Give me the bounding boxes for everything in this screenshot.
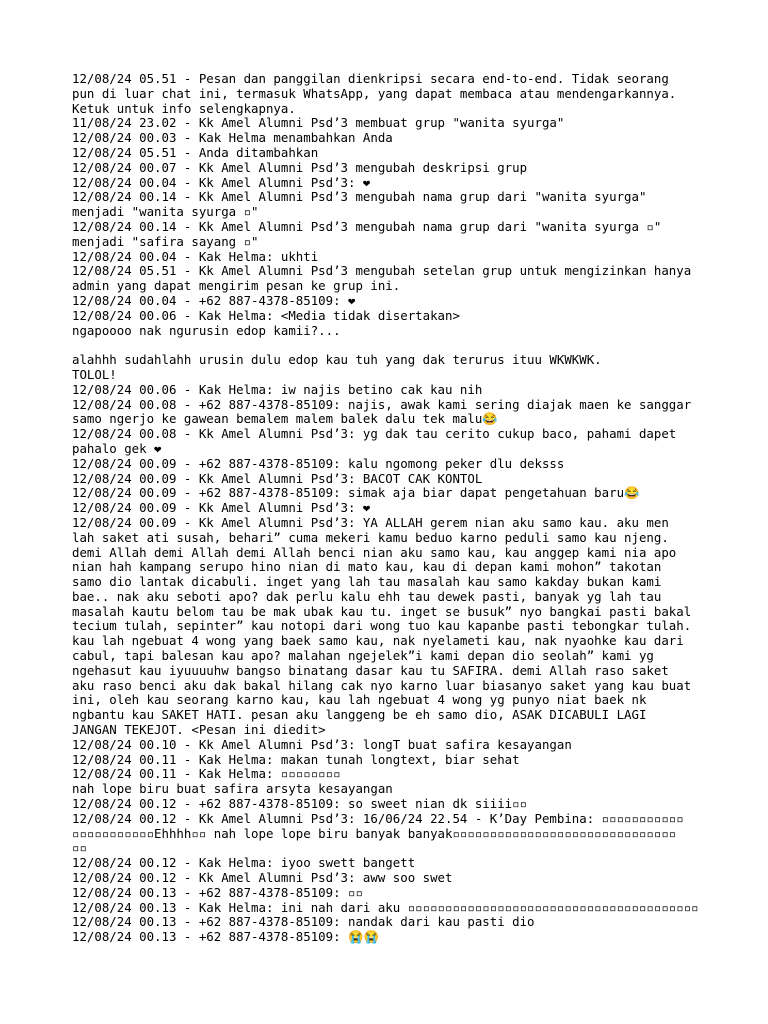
- text-line: admin yang dapat mengirim pesan ke grup ini.: [72, 279, 401, 294]
- text-line: nah lope biru buat safira arsyta kesayangan: [72, 782, 393, 797]
- text-line: pahalo gek ❤: [72, 441, 162, 456]
- text-line: 12/08/24 05.51 - Pesan dan panggilan dienkripsi secara end-to-end. Tidak seorang: [72, 72, 669, 86]
- text-line: 12/08/24 00.14 - Kk Amel Alumni Psd’3 mengubah nama grup dari "wanita syurga ▫": [72, 219, 662, 234]
- text-line: cabul, tapi balesan kau apo? malahan ngejelek”i kami depan dio seolah” kami yg: [72, 649, 654, 664]
- text-line: nian hah kampang serupo hino nian di mato kau, kau di depan kami mohon” takotan: [72, 560, 662, 575]
- text-line: ini, oleh kau seorang karno kau, kau lah ngebuat 4 wong yg punyo niat baek nk: [72, 693, 647, 708]
- text-line: 12/08/24 00.09 - Kk Amel Alumni Psd’3: BACOT CAK KONTOL: [72, 471, 483, 486]
- text-line: 12/08/24 05.51 - Anda ditambahkan: [72, 145, 319, 160]
- text-line: 11/08/24 23.02 - Kk Amel Alumni Psd’3 membuat grup "wanita syurga": [72, 116, 565, 131]
- text-line: 12/08/24 05.51 - Kk Amel Alumni Psd’3 mengubah setelan grup untuk mengizinkan hanya: [72, 264, 692, 279]
- text-line: 12/08/24 00.07 - Kk Amel Alumni Psd’3 mengubah deskripsi grup: [72, 160, 528, 175]
- text-line: samo dio lantak dicabuli. inget yang lah tau masalah kau samo kakday bukan kami: [72, 575, 662, 590]
- text-line: TOLOL!: [72, 367, 117, 382]
- text-line: ▫▫▫▫▫▫▫▫▫▫▫Ehhhh▫▫ nah lope lope biru banyak banyak▫▫▫▫▫▫▫▫▫▫▫▫▫▫▫▫▫▫▫▫▫▫▫▫▫▫▫▫▫▫: [72, 826, 677, 841]
- text-line: aku raso benci aku dak bakal hilang cak nyo karno luar biasanyo saket yang kau buat: [72, 678, 692, 693]
- text-line: 12/08/24 00.04 - Kak Helma: ukhti: [72, 249, 319, 264]
- text-line: 12/08/24 00.09 - +62 887-4378-85109: kalu ngomong peker dlu deksss: [72, 456, 565, 471]
- text-line: 12/08/24 00.13 - +62 887-4378-85109: nandak dari kau pasti dio: [72, 915, 535, 930]
- document-body: [72, 72, 700, 945]
- text-line: 12/08/24 00.06 - Kak Helma: <Media tidak disertakan>: [72, 308, 460, 323]
- text-line: 12/08/24 00.10 - Kk Amel Alumni Psd’3: longT buat safira kesayangan: [72, 737, 572, 752]
- text-line: 12/08/24 00.11 - Kak Helma: makan tunah longtext, biar sehat: [72, 752, 520, 767]
- text-line: lah saket ati susah, behari” cuma mekeri kamu beduo karno peduli samo kau njeng.: [72, 530, 669, 545]
- text-line: 12/08/24 00.08 - +62 887-4378-85109: najis, awak kami sering diajak maen ke sanggar: [72, 397, 692, 412]
- text-line: 12/08/24 00.08 - Kk Amel Alumni Psd’3: yg dak tau cerito cukup baco, pahami dapet: [72, 427, 677, 442]
- text-line: 12/08/24 00.04 - Kk Amel Alumni Psd’3: ❤: [72, 175, 371, 190]
- text-line: ngehasut kau iyuuuuhw bangso binatang dasar kau tu SAFIRA. demi Allah raso saket: [72, 663, 669, 678]
- text-line: 12/08/24 00.09 - Kk Amel Alumni Psd’3: YA ALLAH gerem nian aku samo kau. aku men: [72, 515, 669, 530]
- text-line: menjadi "safira sayang ▫": [72, 234, 259, 249]
- text-line: ▫▫: [72, 841, 87, 856]
- text-line: [72, 338, 700, 353]
- text-line: demi Allah demi Allah demi Allah benci nian aku samo kau, kau anggep kami nia apo: [72, 545, 677, 560]
- text-line: Ketuk untuk info selengkapnya.: [72, 101, 296, 116]
- text-line: 12/08/24 00.04 - +62 887-4378-85109: ❤: [72, 293, 356, 308]
- text-line: 12/08/24 00.13 - +62 887-4378-85109: 😭😭: [72, 930, 379, 945]
- text-line: ngapoooo nak ngurusin edop kamii?...: [72, 323, 341, 338]
- text-line: tecium tulah, sepinter” kau notopi dari wong tuo kau kapanbe pasti tebongkar tulah.: [72, 619, 692, 634]
- text-line: 12/08/24 00.09 - +62 887-4378-85109: simak aja biar dapat pengetahuan baru😂: [72, 486, 640, 501]
- text-line: 12/08/24 00.14 - Kk Amel Alumni Psd’3 mengubah nama grup dari "wanita syurga": [72, 190, 647, 205]
- text-line: 12/08/24 00.03 - Kak Helma menambahkan Anda: [72, 131, 393, 146]
- text-line: ngbantu kau SAKET HATI. pesan aku langgeng be eh samo dio, ASAK DICABULI LAGI: [72, 708, 647, 723]
- text-line: 12/08/24 00.12 - Kk Amel Alumni Psd’3: aww soo swet: [72, 871, 453, 886]
- text-line: 12/08/24 00.12 - Kk Amel Alumni Psd’3: 16/06/24 22.54 - K’Day Pembina: ▫▫▫▫▫▫▫▫▫▫▫: [72, 811, 684, 826]
- text-line: alahhh sudahlahh urusin dulu edop kau tuh yang dak terurus ituu WKWKWK.: [72, 353, 602, 368]
- text-line: samo ngerjo ke gawean bemalem malem balek dalu tek malu😂: [72, 412, 498, 427]
- text-line: menjadi "wanita syurga ▫": [72, 205, 259, 220]
- text-line: JANGAN TEKEJOT. <Pesan ini diedit>: [72, 723, 326, 738]
- chat-export-lines: [72, 72, 700, 945]
- text-line: 12/08/24 00.13 - +62 887-4378-85109: ▫▫: [72, 885, 363, 900]
- text-line: masalah kautu belom tau be mak ubak kau tu. inget se busuk” nyo bangkai pasti bakal: [72, 604, 692, 619]
- text-line: 12/08/24 00.12 - Kak Helma: iyoo swett bangett: [72, 856, 416, 871]
- text-line: 12/08/24 00.13 - Kak Helma: ini nah dari aku ▫▫▫▫▫▫▫▫▫▫▫▫▫▫▫▫▫▫▫▫▫▫▫▫▫▫▫▫▫▫▫▫▫▫▫▫▫▫▫: [72, 900, 699, 915]
- text-line: 12/08/24 00.06 - Kak Helma: iw najis betino cak kau nih: [72, 382, 483, 397]
- text-line: kau lah ngebuat 4 wong yang baek samo kau, nak nyelameti kau, nak nyaohke kau dari: [72, 634, 684, 649]
- text-line: bae.. nak aku seboti apo? dak perlu kalu ehh tau dewek pasti, banyak yg lah tau: [72, 589, 662, 604]
- text-line: 12/08/24 00.11 - Kak Helma: ▫▫▫▫▫▫▫▫: [72, 767, 341, 782]
- text-line: 12/08/24 00.12 - +62 887-4378-85109: so sweet nian dk siiii▫▫: [72, 797, 528, 812]
- text-line: 12/08/24 00.09 - Kk Amel Alumni Psd’3: ❤: [72, 501, 371, 516]
- text-line: pun di luar chat ini, termasuk WhatsApp, yang dapat membaca atau mendengarkannya.: [72, 86, 677, 101]
